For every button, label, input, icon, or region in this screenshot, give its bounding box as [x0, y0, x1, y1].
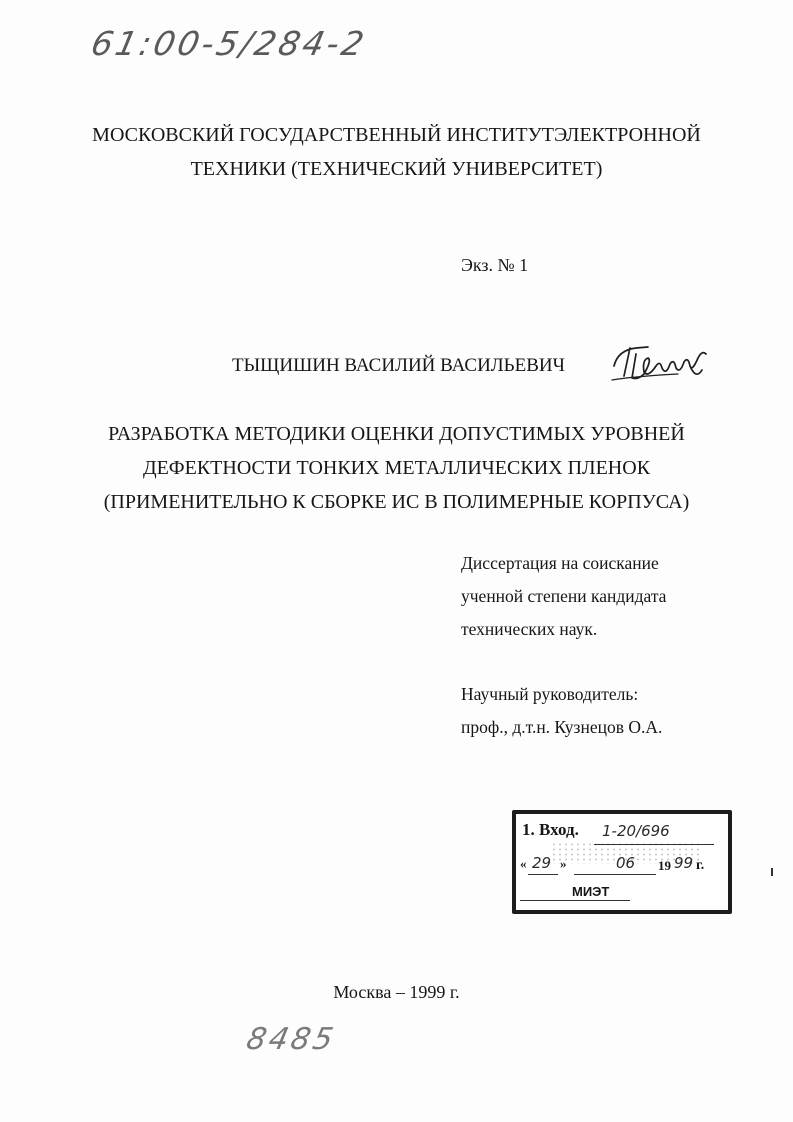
dissertation-line-2: ученной степени кандидата [461, 586, 667, 606]
city-year: Москва – 1999 г. [333, 982, 460, 1002]
thesis-title-line-1: РАЗРАБОТКА МЕТОДИКИ ОЦЕНКИ ДОПУСТИМЫХ УРОВНЕЙ [108, 423, 685, 445]
supervisor-label: Научный руководитель: [461, 684, 639, 704]
author-name: ТЫЩИШИН ВАСИЛИЙ ВАСИЛЬЕВИЧ [232, 355, 565, 376]
stamp-day: 29 [532, 854, 552, 872]
scan-mark [771, 868, 773, 876]
stamp-month: 06 [616, 854, 636, 872]
stamp-month-underline [574, 874, 656, 875]
dissertation-line-3: технических наук. [461, 619, 598, 639]
incoming-registration-stamp [512, 810, 732, 914]
copy-number: Экз. № 1 [461, 255, 529, 275]
stamp-entry-label: 1. Вход. [522, 820, 579, 839]
dissertation-line-1: Диссертация на соискание [461, 553, 659, 573]
stamp-quote-open: « [520, 856, 527, 871]
handwritten-bottom-note: 8485 [243, 1022, 340, 1057]
handwritten-call-number: 61:00-5/284-2 [87, 24, 371, 63]
supervisor-name: проф., д.т.н. Кузнецов О.А. [461, 717, 663, 737]
stamp-organization: МИЭТ [572, 884, 610, 899]
stamp-entry-number: 1-20/696 [602, 822, 670, 840]
stamp-quote-close: » [560, 856, 567, 871]
stamp-year-unit: г. [696, 858, 705, 873]
institute-name-line-1: МОСКОВСКИЙ ГОСУДАРСТВЕННЫЙ ИНСТИТУТЭЛЕКТРОННОЙ [92, 124, 701, 146]
thesis-title-line-3: (ПРИМЕНИТЕЛЬНО К СБОРКЕ ИС В ПОЛИМЕРНЫЕ КОРПУСА) [103, 491, 690, 513]
stamp-year-suffix: 99 [674, 854, 694, 872]
thesis-title-line-2: ДЕФЕКТНОСТИ ТОНКИХ МЕТАЛЛИЧЕСКИХ ПЛЕНОК [142, 457, 651, 479]
stamp-day-underline [528, 874, 558, 875]
stamp-entry-underline [594, 844, 714, 845]
institute-name-line-2: ТЕХНИКИ (ТЕХНИЧЕСКИЙ УНИВЕРСИТЕТ) [190, 158, 603, 180]
stamp-year-prefix: 19 [658, 858, 671, 873]
stamp-bottom-line [520, 900, 630, 901]
author-signature [608, 336, 712, 386]
